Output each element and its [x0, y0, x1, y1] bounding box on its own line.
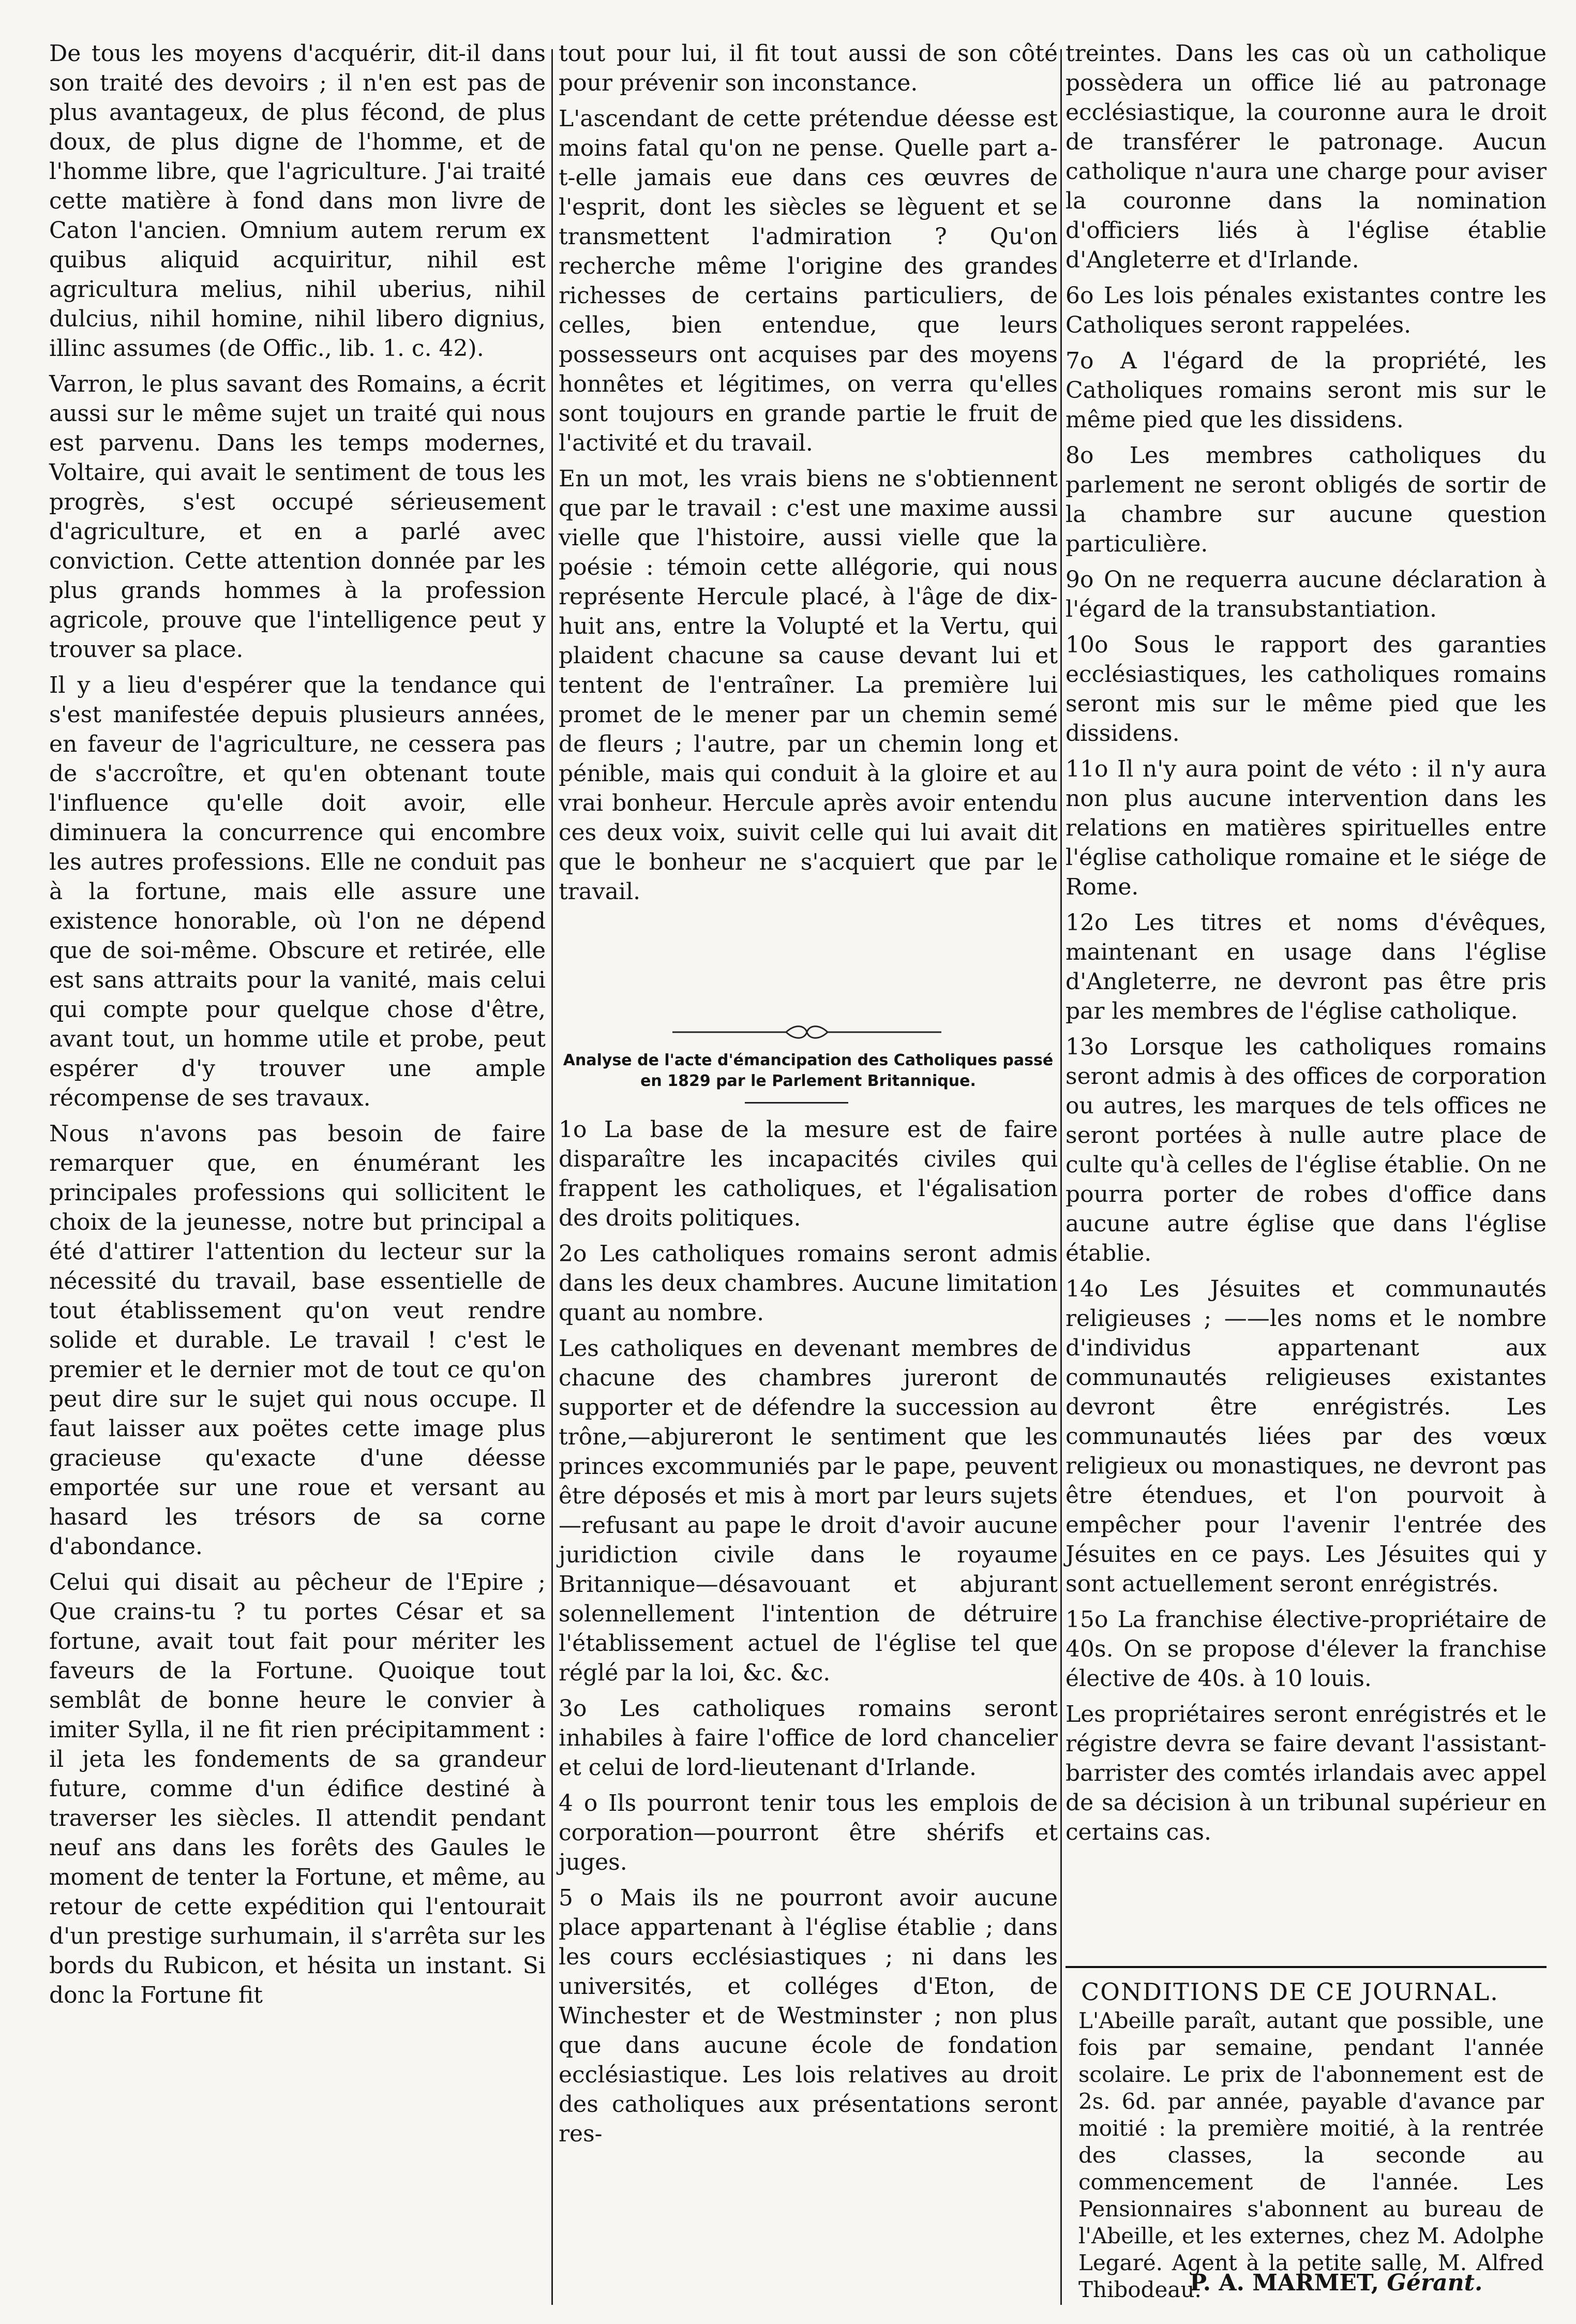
paragraph: 1o La base de la mesure est de faire disparaître les incapacités civiles qui frappent les catholiques, et l'égalisation des droits politiques.: [559, 1116, 1058, 1231]
paragraph: 7o A l'égard de la propriété, les Catholiques romains seront mis sur le même pied que les dissidens.: [1065, 348, 1547, 433]
column-1: [49, 39, 546, 2016]
signature: [1190, 2269, 1482, 2298]
paragraph: 12o Les titres et noms d'évêques, maintenant en usage dans l'église d'Angleterre, ne devront pas être pris par les membres de l'église catholique.: [1065, 910, 1547, 1024]
column-divider: [1060, 49, 1062, 2305]
paragraph: 3o Les catholiques romains seront inhabiles à faire l'office de lord chancelier et celui de lord-lieutenant d'Irlande.: [559, 1695, 1058, 1781]
paragraph: De tous les moyens d'acquérir, dit-il dans son traité des devoirs ; il n'en est pas de plus avantageux, de plus fécond, de plus doux, de plus digne de l'homme, et de l'homme libre, que l'agriculture. J'ai traité cette matière à fond dans mon livre de Caton l'ancien. Omnium autem rerum ex quibus aliquid acquiritur, nihil est agricultura melius, nihil uberius, nihil dulcius, nihil homine, nihil libero dignius, illinc assumes (de Offic., lib. 1. c. 42).: [49, 40, 546, 362]
signature-title: Gérant.: [1387, 2270, 1483, 2296]
short-rule: [745, 1102, 848, 1104]
column-2: [559, 39, 1058, 913]
paragraph: 2o Les catholiques romains seront admis dans les deux chambres. Aucune limitation quant au nombre.: [559, 1241, 1058, 1326]
paragraph: 13o Lorsque les catholiques romains seront admis à des offices de corporation ou autres, les marques de tels offices ne seront portées à nulle autre place de culte qu'à celles de l'église établie. On ne pourra porter de robes d'office dans aucune autre église que dans l'église établie.: [1065, 1034, 1547, 1267]
paragraph: L'ascendant de cette prétendue déesse est moins fatal qu'on ne pense. Quelle part a-t-elle jamais eue dans ces œuvres de l'esprit, dont les siècles se lèguent et se transmettent l'admiration ? Qu'on recherche même l'origine des grandes richesses de certains particuliers, de celles, bien entendue, que leurs possesseurs ont acquises par des moyens honnêtes et légitimes, on verra qu'elles sont toujours en grande partie le fruit de l'activité et du travail.: [559, 106, 1058, 456]
paragraph: tout pour lui, il fit tout aussi de son côté pour prévenir son inconstance.: [559, 40, 1058, 96]
paragraph: Les catholiques en devenant membres de chacune des chambres jureront de supporter et de défendre la succession au trône,—abjureront le sentiment que les princes excommuniés par le pape, peuvent être déposés et mis à mort par leurs sujets—refusant au pape le droit d'avoir aucune juridiction civile dans le royaume Britannique—désavouant et abjurant solennellement l'intention de détruire l'établissement actuel de l'église tel que réglé par la loi, &c. &c.: [559, 1335, 1058, 1686]
paragraph: Nous n'avons pas besoin de faire remarquer que, en énumérant les principales professions qui sollicitent le choix de la jeunesse, notre but principal a été d'attirer l'attention du lecteur sur la nécessité du travail, base essentielle de tout établissement qu'on veut rendre solide et durable. Le travail ! c'est le premier et le dernier mot de tout ce qu'on peut dire sur le sujet qui nous occupe. Il faut laisser aux poëtes cette image plus gracieuse qu'exacte d'une déesse emportée sur une roue et versant au hasard les trésors de sa corne d'abondance.: [49, 1121, 546, 1560]
paragraph: Varron, le plus savant des Romains, a écrit aussi sur le même sujet un traité qui nous est parvenu. Dans les temps modernes, Voltaire, qui avait le sentiment de tous les progrès, s'est occupé sérieusement d'agriculture, et en a parlé avec conviction. Cette attention donnée par les plus grands hommes à la profession agricole, prouve que l'intelligence peut y trouver sa place.: [49, 371, 546, 663]
paragraph: 11o Il n'y aura point de véto : il n'y aura non plus aucune intervention dans les relations en matières spirituelles entre l'église catholique romaine et le siége de Rome.: [1065, 756, 1547, 900]
paragraph: 5 o Mais ils ne pourront avoir aucune place appartenant à l'église établie ; dans les cours ecclésiastiques ; ni dans les universités, et colléges d'Eton, de Winchester et de Westminster ; non plus que dans aucune école de fondation ecclésiastique. Les lois relatives au droit des catholiques aux présentations seront res-: [559, 1885, 1058, 2147]
signature-name: P. A. MARMET,: [1190, 2270, 1379, 2296]
analysis-heading: Analyse de l'acte d'émancipation des Catholiques passé en 1829 par le Parlement Britannique.: [563, 1051, 1054, 1090]
paragraph: treintes. Dans les cas où un catholique possèdera un office lié au patronage ecclésiastique, la couronne aura le droit de transférer le patronage. Aucun catholique n'aura une charge pour aviser la couronne dans la nomination d'officiers liés à l'église établie d'Angleterre et d'Irlande.: [1065, 40, 1547, 273]
paragraph: 4 o Ils pourront tenir tous les emplois de corporation—pourront être shérifs et juges.: [559, 1790, 1058, 1875]
conditions-body: L'Abeille paraît, autant que possible, une fois par semaine, pendant l'année scolaire. Le prix de l'abonnement est de 2s. 6d. par année, payable d'avance par moitié : la première moitié, à la rentrée des classes, la seconde au commencement de l'année. Les Pensionnaires s'abonnent au bureau de l'Abeille, et les externes, chez M. Adolphe Legaré. Agent à la petite salle, M. Alfred Thibodeau.: [1078, 2008, 1544, 2302]
paragraph: 10o Sous le rapport des garanties ecclésiastiques, les catholiques romains seront mis sur le même pied que les dissidens.: [1065, 632, 1547, 747]
paragraph: 9o On ne requerra aucune déclaration à l'égard de la transubstantiation.: [1065, 567, 1547, 622]
paragraph: Les propriétaires seront enrégistrés et le régistre devra se faire devant l'assistant-barrister des comtés irlandais avec appel de sa décision à un tribunal supérieur en certains cas.: [1065, 1701, 1547, 1845]
paragraph: 8o Les membres catholiques du parlement ne seront obligés de sortir de la chambre sur aucune question particulière.: [1065, 442, 1547, 557]
ornament-divider: [672, 1024, 941, 1040]
column-2-analysis: [559, 1115, 1058, 2155]
conditions-rule: [1065, 1966, 1547, 1968]
paragraph: Il y a lieu d'espérer que la tendance qui s'est manifestée depuis plusieurs années, en faveur de l'agriculture, ne cessera pas de s'accroître, et qu'en obtenant toute l'influence qu'elle doit avoir, elle diminuera la concurrence qui encombre les autres professions. Elle ne conduit pas à la fortune, mais elle assure une existence honorable, où l'on ne dépend que de soi-même. Obscure et retirée, elle est sans attraits pour la vanité, mais celui qui compte pour quelque chose d'être, avant tout, un homme utile et probe, peut espérer d'y trouver une ample récompense de ses travaux.: [49, 672, 546, 1111]
column-3: [1065, 39, 1547, 1853]
paragraph: Celui qui disait au pêcheur de l'Epire ; Que crains-tu ? tu portes César et sa fortune, avait tout fait pour mériter les faveurs de la Fortune. Quoique tout semblât de bonne heure le convier à imiter Sylla, il ne fit rien précipitamment : il jeta les fondements de sa grandeur future, comme d'un édifice destiné à traverser les siècles. Il attendit pendant neuf ans dans les forêts des Gaules le moment de tenter la Fortune, et même, au retour de cette expédition qui l'entourait d'un prestige surhumain, il s'arrêta sur les bords du Rubicon, et hésita un instant. Si donc la Fortune fit: [49, 1569, 546, 2008]
paragraph: En un mot, les vrais biens ne s'obtiennent que par le travail : c'est une maxime aussi vielle que l'histoire, aussi vielle que la poésie : témoin cette allégorie, qui nous représente Hercule placé, à l'âge de dix-huit ans, entre la Volupté et la Vertu, qui plaident chacune sa cause devant lui et tentent de l'entraîner. La première lui promet de le mener par un chemin semé de fleurs ; l'autre, par un chemin long et pénible, mais qui conduit à la gloire et au vrai bonheur. Hercule après avoir entendu ces deux voix, suivit celle qui lui avait dit que le bonheur ne s'acquiert que par le travail.: [559, 466, 1058, 905]
column-divider: [551, 49, 553, 2305]
paragraph: 6o Les lois pénales existantes contre les Catholiques seront rappelées.: [1065, 282, 1547, 338]
conditions-title: CONDITIONS DE CE JOURNAL.: [1081, 1978, 1499, 2006]
paragraph: 15o La franchise élective-propriétaire de 40s. On se propose d'élever la franchise élective de 40s. à 10 louis.: [1065, 1606, 1547, 1692]
paragraph: 14o Les Jésuites et communautés religieuses ; ——les noms et le nombre d'individus appartenant aux communautés religieuses existantes devront être enrégistrés. Les communautés liées par des vœux religieux ou monastiques, ne devront pas être étendues, et l'on pourvoit à empêcher pour l'avenir l'entrée des Jésuites en ce pays. Les Jésuites qui y sont actuellement seront enrégistrés.: [1065, 1276, 1547, 1597]
